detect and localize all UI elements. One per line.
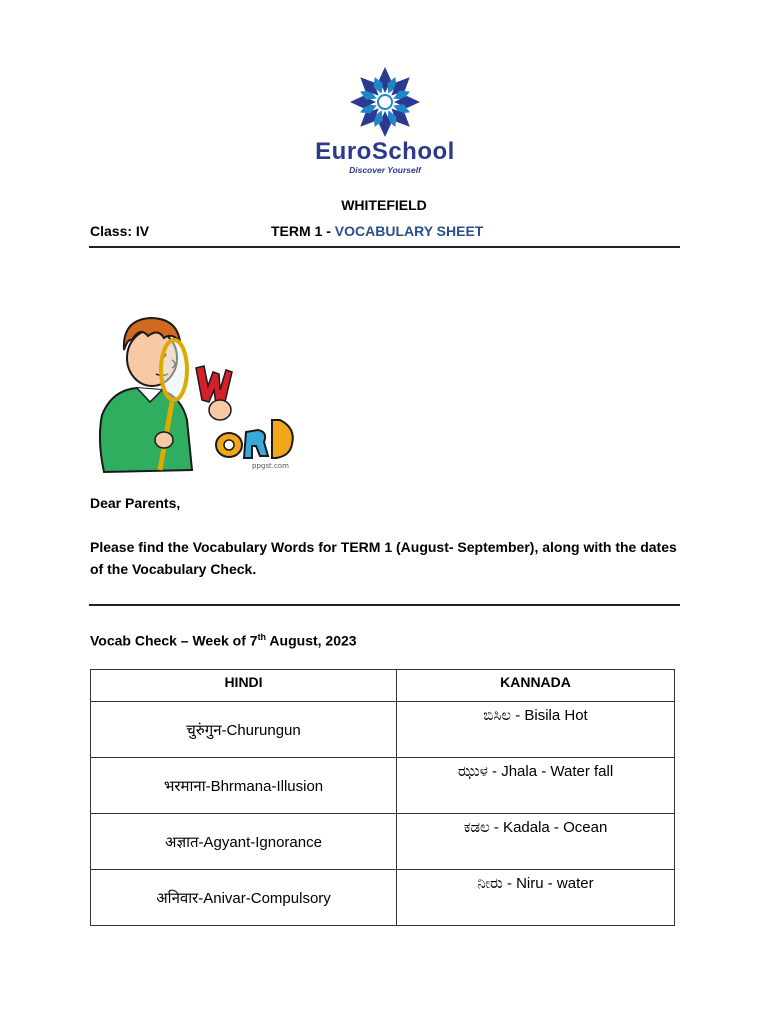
body-divider [89,604,680,606]
kannada-cell: ಝುಳ - Jhala - Water fall [397,758,675,814]
term-prefix: TERM 1 - [271,223,335,239]
letter-greeting: Dear Parents, [90,495,181,511]
check-prefix: Vocab Check – Week of 7 [90,632,258,649]
table-row [91,814,675,870]
table-row [91,758,675,814]
header-divider [89,246,680,248]
kannada-cell: ಬಿಸಿಲ - Bisila Hot [397,702,675,758]
table-row [91,702,675,758]
vocab-check-title [90,626,357,652]
term-title [271,223,483,239]
header-kannada: KANNADA [397,670,675,702]
word-clipart [92,310,307,480]
brand-tagline: Discover Yourself [349,165,421,175]
hindi-cell: अनिवार-Anivar-Compulsory [91,870,397,926]
check-superscript: th [257,632,267,642]
kannada-cell: ಕಡಲ - Kadala - Ocean [397,814,675,870]
brand-name: EuroSchool [315,138,455,165]
kannada-cell: ನೀರು - Niru - water [397,870,675,926]
class-label: Class: IV [90,223,150,239]
clipart-credit: ppgst.com [252,462,289,470]
boy-with-magnifier-icon [92,310,307,480]
hindi-cell: अज्ञात-Agyant-Ignorance [91,814,397,870]
table-header-row [91,670,675,702]
vocabulary-table [90,669,675,926]
header-hindi: HINDI [91,670,397,702]
school-logo [285,66,485,176]
letter-body: Please find the Vocabulary Words for TERM 1 (August- September), along with the dates of the Vocabulary Check. [90,539,677,577]
campus-title: WHITEFIELD [341,197,427,213]
check-suffix: August, 2023 [266,632,357,649]
term-accent: VOCABULARY SHEET [334,223,484,239]
hindi-cell: चुरुंगुन-Churungun [91,702,397,758]
table-row [91,870,675,926]
hindi-cell: भरमाना-Bhrmana-Illusion [91,758,397,814]
star-flower-emblem-icon [348,66,422,138]
